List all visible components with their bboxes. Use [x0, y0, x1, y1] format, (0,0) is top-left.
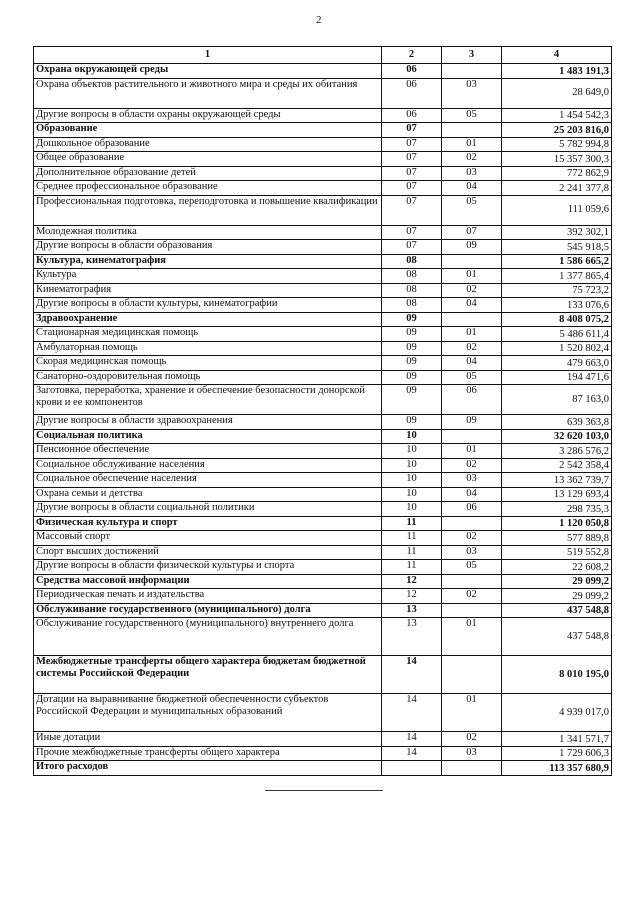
row-subsection-code: 02: [442, 732, 502, 747]
row-name: Молодежная политика: [34, 225, 382, 240]
row-section-code: 14: [382, 656, 442, 694]
table-row: [34, 531, 612, 546]
row-subsection-code: 01: [442, 327, 502, 342]
row-amount: 29 099,2: [502, 589, 612, 604]
table-row: [34, 269, 612, 284]
row-name: Социальное обеспечение населения: [34, 473, 382, 488]
row-amount: 772 862,9: [502, 166, 612, 181]
row-amount: 545 918,5: [502, 240, 612, 255]
row-name: Периодическая печать и издательства: [34, 589, 382, 604]
row-section-code: 06: [382, 108, 442, 123]
row-name: Другие вопросы в области образования: [34, 240, 382, 255]
row-section-code: 07: [382, 195, 442, 225]
row-subsection-code: 03: [442, 746, 502, 761]
table-row: [34, 694, 612, 732]
row-section-code: 10: [382, 502, 442, 517]
section-row: [34, 429, 612, 444]
row-subsection-code: 03: [442, 166, 502, 181]
row-amount: 28 649,0: [502, 78, 612, 108]
row-amount: 2 241 377,8: [502, 181, 612, 196]
row-subsection-code: 01: [442, 618, 502, 656]
section-row: [34, 574, 612, 589]
row-name: Культура, кинематография: [34, 254, 382, 269]
row-name: Социальное обслуживание населения: [34, 458, 382, 473]
row-name: Прочие межбюджетные трансферты общего характера: [34, 746, 382, 761]
row-section-code: 08: [382, 269, 442, 284]
row-amount: 13 129 693,4: [502, 487, 612, 502]
row-section-code: 14: [382, 694, 442, 732]
table-row: [34, 108, 612, 123]
row-amount: 479 663,0: [502, 356, 612, 371]
row-amount: 1 483 191,3: [502, 64, 612, 79]
row-name: Дополнительное образование детей: [34, 166, 382, 181]
row-name: Физическая культура и спорт: [34, 516, 382, 531]
row-amount: 111 059,6: [502, 195, 612, 225]
section-row: [34, 123, 612, 138]
row-amount: 25 203 816,0: [502, 123, 612, 138]
row-section-code: 07: [382, 123, 442, 138]
table-row: [34, 732, 612, 747]
row-section-code: 06: [382, 78, 442, 108]
row-amount: 1 377 865,4: [502, 269, 612, 284]
row-section-code: 11: [382, 560, 442, 575]
row-section-code: 12: [382, 589, 442, 604]
budget-expenditure-table: [33, 46, 612, 776]
row-subsection-code: [442, 64, 502, 79]
table-row: [34, 473, 612, 488]
row-name: Другие вопросы в области здравоохранения: [34, 415, 382, 430]
row-name: Обслуживание государственного (муниципального) внутреннего долга: [34, 618, 382, 656]
table-row: [34, 195, 612, 225]
row-amount: 133 076,6: [502, 298, 612, 313]
row-section-code: 09: [382, 356, 442, 371]
row-name: Профессиональная подготовка, переподготовка и повышение квалификации: [34, 195, 382, 225]
row-section-code: 09: [382, 415, 442, 430]
row-subsection-code: [442, 254, 502, 269]
row-subsection-code: 02: [442, 531, 502, 546]
table-row: [34, 618, 612, 656]
row-subsection-code: 02: [442, 283, 502, 298]
row-amount: 639 363,8: [502, 415, 612, 430]
row-amount: 577 889,8: [502, 531, 612, 546]
table-row: [34, 746, 612, 761]
row-amount: 1 520 802,4: [502, 341, 612, 356]
row-subsection-code: [442, 574, 502, 589]
total-section-empty: [382, 761, 442, 776]
row-section-code: 09: [382, 385, 442, 415]
row-amount: 32 620 103,0: [502, 429, 612, 444]
row-amount: 1 729 606,3: [502, 746, 612, 761]
row-section-code: 12: [382, 574, 442, 589]
section-row: [34, 312, 612, 327]
section-row: [34, 254, 612, 269]
row-name: Массовый спорт: [34, 531, 382, 546]
row-section-code: 07: [382, 240, 442, 255]
row-subsection-code: 04: [442, 356, 502, 371]
row-name: Дошкольное образование: [34, 137, 382, 152]
row-name: Пенсионное обеспечение: [34, 444, 382, 459]
row-subsection-code: 05: [442, 108, 502, 123]
row-section-code: 08: [382, 254, 442, 269]
header-subsection: 3: [442, 47, 502, 64]
row-subsection-code: 06: [442, 502, 502, 517]
row-amount: 437 548,8: [502, 618, 612, 656]
row-amount: 1 341 571,7: [502, 732, 612, 747]
row-subsection-code: 01: [442, 269, 502, 284]
row-amount: 437 548,8: [502, 603, 612, 618]
table-row: [34, 502, 612, 517]
row-section-code: 13: [382, 618, 442, 656]
row-subsection-code: [442, 603, 502, 618]
table-row: [34, 298, 612, 313]
row-section-code: 11: [382, 531, 442, 546]
row-name: Среднее профессиональное образование: [34, 181, 382, 196]
row-name: Иные дотации: [34, 732, 382, 747]
row-amount: 1 120 050,8: [502, 516, 612, 531]
row-amount: 22 608,2: [502, 560, 612, 575]
row-name: Спорт высших достижений: [34, 545, 382, 560]
row-section-code: 09: [382, 312, 442, 327]
table-row: [34, 545, 612, 560]
row-name: Общее образование: [34, 152, 382, 167]
row-section-code: 11: [382, 545, 442, 560]
row-name: Заготовка, переработка, хранение и обеспечение безопасности донорской крови и ее компонентов: [34, 385, 382, 415]
row-name: Социальная политика: [34, 429, 382, 444]
table-row: [34, 240, 612, 255]
row-subsection-code: 05: [442, 195, 502, 225]
row-name: Другие вопросы в области социальной политики: [34, 502, 382, 517]
table-row: [34, 458, 612, 473]
row-section-code: 13: [382, 603, 442, 618]
row-subsection-code: 01: [442, 137, 502, 152]
row-section-code: 14: [382, 732, 442, 747]
row-subsection-code: 02: [442, 152, 502, 167]
total-amount: 113 357 680,9: [502, 761, 612, 776]
row-name: Другие вопросы в области культуры, кинематографии: [34, 298, 382, 313]
row-name: Охрана объектов растительного и животного мира и среды их обитания: [34, 78, 382, 108]
row-section-code: 10: [382, 473, 442, 488]
table-body: [34, 64, 612, 776]
row-name: Межбюджетные трансферты общего характера бюджетам бюджетной системы Российской Федерации: [34, 656, 382, 694]
row-section-code: 07: [382, 181, 442, 196]
row-section-code: 06: [382, 64, 442, 79]
table-row: [34, 166, 612, 181]
row-subsection-code: [442, 429, 502, 444]
row-section-code: 10: [382, 458, 442, 473]
row-amount: 194 471,6: [502, 370, 612, 385]
table-row: [34, 487, 612, 502]
row-subsection-code: 03: [442, 545, 502, 560]
row-subsection-code: 01: [442, 694, 502, 732]
section-row: [34, 656, 612, 694]
row-subsection-code: 05: [442, 370, 502, 385]
row-amount: 1 454 542,3: [502, 108, 612, 123]
table-row: [34, 341, 612, 356]
row-subsection-code: [442, 516, 502, 531]
table-row: [34, 327, 612, 342]
row-section-code: 09: [382, 370, 442, 385]
row-name: Стационарная медицинская помощь: [34, 327, 382, 342]
row-subsection-code: [442, 656, 502, 694]
row-name: Кинематография: [34, 283, 382, 298]
row-subsection-code: [442, 123, 502, 138]
total-label: Итого расходов: [34, 761, 382, 776]
table-row: [34, 283, 612, 298]
row-subsection-code: 03: [442, 473, 502, 488]
row-amount: 4 939 017,0: [502, 694, 612, 732]
table-row: [34, 78, 612, 108]
row-subsection-code: 03: [442, 78, 502, 108]
table-row: [34, 356, 612, 371]
page-number: 2: [316, 14, 322, 26]
row-amount: 5 782 994,8: [502, 137, 612, 152]
table-row: [34, 560, 612, 575]
row-name: Дотации на выравнивание бюджетной обеспеченности субъектов Российской Федерации и муниципальных образований: [34, 694, 382, 732]
row-section-code: 07: [382, 166, 442, 181]
row-subsection-code: 04: [442, 487, 502, 502]
row-name: Амбулаторная помощь: [34, 341, 382, 356]
header-name: 1: [34, 47, 382, 64]
row-amount: 1 586 665,2: [502, 254, 612, 269]
row-subsection-code: 05: [442, 560, 502, 575]
header-section: 2: [382, 47, 442, 64]
table-row: [34, 181, 612, 196]
total-subsection-empty: [442, 761, 502, 776]
row-section-code: 07: [382, 152, 442, 167]
row-name: Средства массовой информации: [34, 574, 382, 589]
row-subsection-code: 09: [442, 415, 502, 430]
row-subsection-code: 04: [442, 181, 502, 196]
row-name: Скорая медицинская помощь: [34, 356, 382, 371]
row-subsection-code: 04: [442, 298, 502, 313]
row-name: Охрана семьи и детства: [34, 487, 382, 502]
row-amount: 5 486 611,4: [502, 327, 612, 342]
row-subsection-code: 02: [442, 589, 502, 604]
row-amount: 298 735,3: [502, 502, 612, 517]
row-subsection-code: 02: [442, 341, 502, 356]
table-row: [34, 385, 612, 415]
row-section-code: 07: [382, 225, 442, 240]
header-amount: 4: [502, 47, 612, 64]
row-amount: 15 357 300,3: [502, 152, 612, 167]
row-name: Образование: [34, 123, 382, 138]
row-amount: 75 723,2: [502, 283, 612, 298]
row-name: Санаторно-оздоровительная помощь: [34, 370, 382, 385]
row-name: Охрана окружающей среды: [34, 64, 382, 79]
table-row: [34, 225, 612, 240]
row-subsection-code: [442, 312, 502, 327]
row-section-code: 09: [382, 341, 442, 356]
total-row: [34, 761, 612, 776]
row-subsection-code: 07: [442, 225, 502, 240]
section-row: [34, 516, 612, 531]
row-subsection-code: 01: [442, 444, 502, 459]
row-amount: 13 362 739,7: [502, 473, 612, 488]
table-row: [34, 137, 612, 152]
row-name: Другие вопросы в области охраны окружающей среды: [34, 108, 382, 123]
row-amount: 3 286 576,2: [502, 444, 612, 459]
table-row: [34, 415, 612, 430]
row-section-code: 10: [382, 444, 442, 459]
row-amount: 392 302,1: [502, 225, 612, 240]
row-name: Обслуживание государственного (муниципального) долга: [34, 603, 382, 618]
row-amount: 8 408 075,2: [502, 312, 612, 327]
row-section-code: 08: [382, 283, 442, 298]
row-subsection-code: 06: [442, 385, 502, 415]
row-subsection-code: 09: [442, 240, 502, 255]
table-header-row: [34, 47, 612, 64]
row-amount: 2 542 358,4: [502, 458, 612, 473]
row-amount: 29 099,2: [502, 574, 612, 589]
row-name: Культура: [34, 269, 382, 284]
table-row: [34, 370, 612, 385]
row-section-code: 07: [382, 137, 442, 152]
row-amount: 87 163,0: [502, 385, 612, 415]
section-row: [34, 603, 612, 618]
table-row: [34, 589, 612, 604]
row-section-code: 09: [382, 327, 442, 342]
row-section-code: 11: [382, 516, 442, 531]
row-section-code: 08: [382, 298, 442, 313]
row-name: Здравоохранение: [34, 312, 382, 327]
footer-divider: [265, 790, 383, 791]
row-name: Другие вопросы в области физической культуры и спорта: [34, 560, 382, 575]
row-amount: 8 010 195,0: [502, 656, 612, 694]
section-row: [34, 64, 612, 79]
row-subsection-code: 02: [442, 458, 502, 473]
table-row: [34, 444, 612, 459]
table-row: [34, 152, 612, 167]
row-section-code: 14: [382, 746, 442, 761]
row-section-code: 10: [382, 487, 442, 502]
row-section-code: 10: [382, 429, 442, 444]
row-amount: 519 552,8: [502, 545, 612, 560]
